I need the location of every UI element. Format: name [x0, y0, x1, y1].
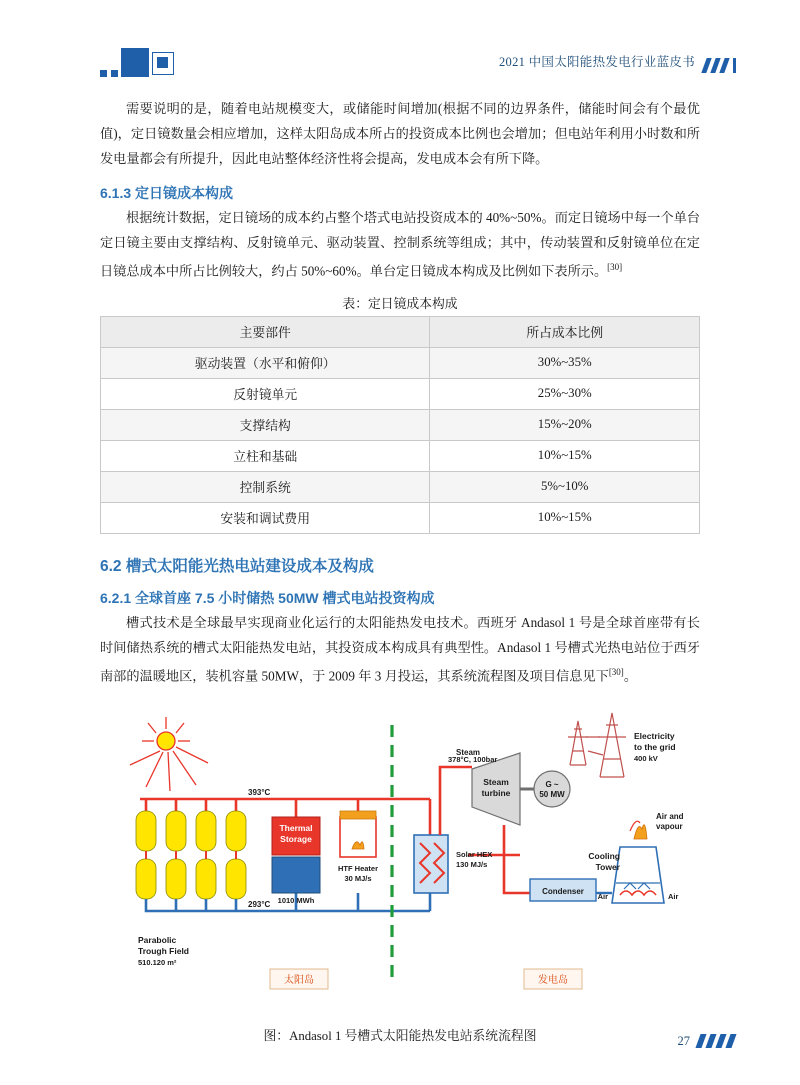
heading-6-2: 6.2 槽式太阳能光热电站建设成本及构成	[100, 558, 374, 576]
htf-heater-label-2: 30 MJ/s	[344, 873, 372, 883]
heliostat-cost-table	[100, 316, 700, 534]
solar-island-label: 太阳岛	[284, 974, 314, 986]
table-cell-share: 10%~15%	[430, 503, 700, 534]
reference-marker-30b: [30]	[608, 667, 624, 678]
paragraph-3-text: 槽式技术是全球最早实现商业化运行的太阳能热发电技术。西班牙 Andasol 1 号是全球首座带有长时间储热系统的槽式太阳能热发电站，其投资成本构成具有典型性。Andasol 1 号槽式光热电站位于西牙南部的温暖地区，装机容量 50MW，于 2009 年 3 月投运，其系统流程图及项目信息见下	[100, 615, 700, 684]
table-cell-component: 支撑结构	[101, 410, 430, 441]
power-island-label: 发电岛	[538, 974, 568, 986]
table-header-share: 所占成本比例	[430, 317, 700, 348]
table-cell-component: 驱动装置（水平和俯仰）	[101, 348, 430, 379]
generator	[520, 771, 570, 807]
table-row	[101, 503, 700, 534]
steam-label-1: Steam	[456, 747, 481, 757]
paragraph-3-end: 。	[623, 668, 637, 684]
table-cell-share: 30%~35%	[430, 348, 700, 379]
table-row	[101, 410, 700, 441]
heading-6-2-1: 6.2.1 全球首座 7.5 小时储热 50MW 槽式电站投资构成	[100, 590, 435, 607]
turbine-exhaust-piping	[504, 825, 530, 893]
table-header-component: 主要部件	[101, 317, 430, 348]
condenser	[530, 879, 596, 901]
table-cell-share: 15%~20%	[430, 410, 700, 441]
heading-6-1-3: 6.1.3 定日镜成本构成	[100, 185, 234, 201]
cold-temperature-label: 293°C	[248, 899, 271, 909]
condenser-label: Condenser	[542, 886, 584, 896]
htf-heater	[338, 811, 378, 883]
electricity-label-3: 400 kV	[634, 753, 658, 763]
figure-caption: 图：Andasol 1 号槽式太阳能热发电站系统流程图	[263, 1028, 537, 1043]
air-vapour-label-1: Air and	[656, 811, 684, 821]
cooling-tower-label-2: Tower	[595, 861, 620, 872]
solar-hex-label-2: 130 MJ/s	[456, 859, 488, 869]
paragraph-1: 需要说明的是，随着电站规模变大，或储能时间增加(根据不同的边界条件，储能时间会有个最优值)，定日镜数量会相应增加，这样太阳岛成本所占的投资成本比例也会增加；但电站年利用小时数和所发电量都会有所提升，因此电站整体经济性将会提高，发电成本会有所下降。	[100, 101, 700, 166]
air-vapour-label-2: vapour	[656, 821, 683, 831]
trough-field-label-2: Trough Field	[138, 945, 189, 956]
transmission-towers	[568, 713, 626, 777]
paragraph-2	[100, 205, 700, 283]
reference-marker-30a: [30]	[607, 262, 623, 272]
thermal-storage-label-1: Thermal	[279, 822, 313, 833]
andasol-flow-diagram	[100, 707, 700, 1007]
table-row	[101, 441, 700, 472]
thermal-storage-tanks	[272, 817, 320, 905]
table-cell-share: 10%~15%	[430, 441, 700, 472]
air-inlet-right-label: Air	[668, 891, 679, 901]
table-cell-share: 5%~10%	[430, 472, 700, 503]
trough-field-label-1: Parabolic	[138, 934, 177, 945]
steam-pressure-label: 378°C, 100bar	[448, 754, 498, 764]
sun-icon	[130, 717, 208, 791]
table-row	[101, 379, 700, 410]
air-inlet-left-label: Air	[597, 891, 608, 901]
page-number: 27	[677, 1034, 690, 1048]
table-row	[101, 348, 700, 379]
steam-piping	[440, 767, 472, 835]
table-caption: 表：定日镜成本构成	[342, 297, 458, 312]
electricity-label-2: to the grid	[634, 741, 676, 752]
htf-heater-label-1: HTF Heater	[337, 863, 379, 873]
table-cell-component: 安装和调试费用	[101, 503, 430, 534]
header-stripes-icon	[702, 58, 740, 74]
hot-temperature-label: 393°C	[248, 787, 271, 797]
cooling-tower	[588, 812, 683, 903]
steam-turbine-label-2: turbine	[481, 787, 511, 798]
steam-turbine-label-1: Steam	[483, 776, 509, 787]
table-cell-component: 立柱和基础	[101, 441, 430, 472]
thermal-storage-label-2: Storage	[280, 833, 312, 844]
solar-hex-label-1: Solar HEX	[456, 849, 493, 859]
header-title: 2021 中国太阳能热发电行业蓝皮书	[498, 55, 695, 69]
parabolic-trough-collectors	[136, 811, 246, 899]
footer-stripes-icon	[698, 1034, 738, 1049]
trough-field-area-label: 510.120 m²	[138, 957, 177, 967]
table-row	[101, 472, 700, 503]
table-cell-share: 25%~30%	[430, 379, 700, 410]
generator-label-1: G ~	[545, 779, 559, 789]
electricity-label-1: Electricity	[634, 730, 675, 741]
table-cell-component: 控制系统	[101, 472, 430, 503]
publisher-logo-icon	[100, 48, 180, 80]
solar-island-tag	[270, 969, 328, 989]
thermal-storage-capacity: 1010 MWh	[277, 895, 315, 905]
table-cell-component: 反射镜单元	[101, 379, 430, 410]
table-header-row	[101, 317, 700, 348]
page-footer	[678, 1034, 739, 1049]
solar-heat-exchanger	[414, 835, 492, 893]
page-content	[100, 96, 700, 1044]
generator-label-2: 50 MW	[539, 789, 565, 799]
paragraph-3	[100, 610, 700, 688]
paragraph-2-text: 根据统计数据，定日镜场的成本约占整个塔式电站投资成本的 40%~50%。而定日镜场中每一个单台定日镜主要由支撑结构、反射镜单元、驱动装置、控制系统等组成；其中，传动装置和反射镜单位在定日镜总成本中所占比例较大，约占 50%~60%。单台定日镜成本构成及比例如下表所示。	[100, 210, 700, 279]
cooling-tower-label-1: Cooling	[588, 850, 620, 861]
power-island-tag	[524, 969, 582, 989]
page-header	[0, 0, 800, 92]
